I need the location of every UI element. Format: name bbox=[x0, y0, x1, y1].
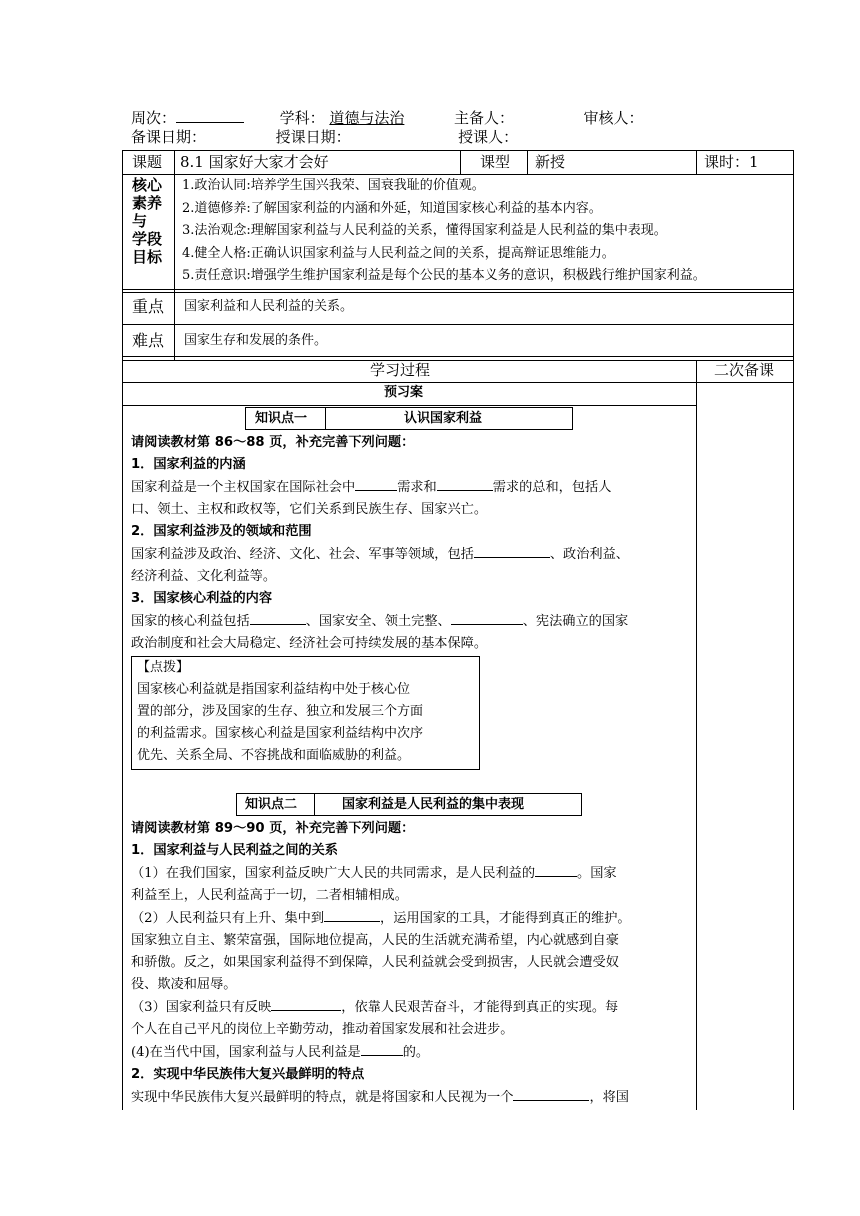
fill-blank[interactable] bbox=[324, 907, 380, 922]
process-title: 学习过程 bbox=[370, 361, 431, 379]
kp2-label: 知识点二 bbox=[245, 797, 298, 812]
week-blank[interactable] bbox=[176, 107, 244, 123]
difficulty-value: 国家生存和发展的条件。 bbox=[184, 333, 328, 348]
tip-content: 【点拨】 国家核心利益就是指国家利益结构中处于核心位 置的部分，涉及国家的生存、独立和发展三个方面 的利益需求。国家核心利益是国家利益结构中次序 优先、关系全局、不容挑战和面临威胁的利益。 bbox=[137, 657, 423, 767]
kp2-title: 国家利益是人民利益的集中表现 bbox=[342, 797, 525, 812]
fill-blank[interactable] bbox=[535, 862, 577, 877]
period-label: 课时：1 bbox=[704, 153, 759, 171]
key-point-label: 重点 bbox=[132, 297, 165, 316]
subject-label: 学科： bbox=[279, 109, 325, 127]
lead-preparer-label: 主备人： bbox=[453, 109, 514, 127]
fill-blank[interactable] bbox=[474, 543, 550, 558]
goals-list bbox=[182, 175, 706, 288]
topic-value: 8.1 国家好大家才会好 bbox=[180, 153, 329, 171]
header-line-1 bbox=[131, 107, 644, 127]
fill-blank[interactable] bbox=[361, 1041, 403, 1056]
fill-blank[interactable] bbox=[250, 610, 306, 625]
goal-item: 5.责任意识:增强学生维护国家利益是每个公民的基本义务的意识，积极践行维护国家利益。 bbox=[182, 268, 706, 283]
type-value: 新授 bbox=[535, 153, 566, 171]
key-point-value: 国家利益和人民利益的关系。 bbox=[184, 299, 354, 314]
fill-blank[interactable] bbox=[437, 476, 493, 491]
fill-blank[interactable] bbox=[451, 610, 523, 625]
topic-label: 课题 bbox=[132, 153, 163, 171]
kp1-title: 认识国家利益 bbox=[404, 411, 483, 426]
fill-blank[interactable] bbox=[513, 1086, 589, 1101]
subject-value: 道德与法治 bbox=[329, 109, 405, 127]
tip-title: 【点拨】 bbox=[137, 660, 190, 675]
week-label: 周次： bbox=[131, 109, 177, 127]
kp1-label: 知识点一 bbox=[255, 411, 308, 426]
header-line-2 bbox=[131, 128, 518, 146]
prep-date-label: 备课日期： bbox=[131, 128, 207, 146]
teach-date-label: 授课日期： bbox=[275, 128, 351, 146]
kp2-content: 请阅读教材第 89～90 页，补充完善下列问题： 1．国家利益与人民利益之间的关系 （1）在我们国家，国家利益反映广大人民的共同需求，是人民利益的 。国家 利益至上，人民利益高于一切，二者相辅相成。 （2）人民利益只有上升、集中到 ，运用国家的工具，才能得到真正的维护。 国家独立自主、繁荣富强，国际地位提高，人民的生活就充满希望，内心就感到自豪 和骄傲。反之，如果国家利益得不到保障，人民利益就会受到损害，人民就会遭受奴 役、欺凌和屈辱。 （3）国家利益只有反映 ，依靠人民艰苦奋斗，才能得到真正的实现。每 个人在自己平凡的岗位上辛勤劳动，推动着国家发展和社会进步。 (4)在当代中国，国家利益与人民利益是 的。 2．实现中华民族伟大复兴最鲜明的特点 实现中华民族伟大复兴最鲜明的特点，就是将国家和人民视为一个 ，将国 bbox=[131, 821, 631, 1105]
fill-blank[interactable] bbox=[271, 996, 341, 1011]
goal-item: 2.道德修养:了解国家利益的内涵和外延，知道国家核心利益的基本内容。 bbox=[182, 200, 602, 216]
goal-item: 3.法治观念:理解国家利益与人民利益的关系，懂得国家利益是人民利益的集中表现。 bbox=[182, 223, 667, 238]
goal-item: 1.政治认同:培养学生国兴我荣、国衰我耻的价值观。 bbox=[182, 178, 485, 193]
goals-label: 核心 素养 与 学段 目标 bbox=[132, 176, 163, 266]
goal-item: 4.健全人格:正确认识国家利益与人民利益之间的关系，提高辩证思维能力。 bbox=[182, 245, 615, 261]
difficulty-label: 难点 bbox=[132, 331, 165, 350]
reviewer-label: 审核人： bbox=[583, 109, 644, 127]
second-prep-label: 二次备课 bbox=[714, 361, 775, 379]
fill-blank[interactable] bbox=[355, 476, 397, 491]
type-label: 课型 bbox=[480, 153, 511, 171]
preview-title: 预习案 bbox=[384, 385, 424, 400]
teacher-label: 授课人： bbox=[458, 128, 519, 146]
kp1-content: 请阅读教材第 86～88 页，补充完善下列问题： 1．国家利益的内涵 国家利益是一个主权国家在国际社会中 需求和 需求的总和，包括人 口、领土、主权和政权等，它们关系到民族生存、国家兴亡。 2．国家利益涉及的领域和范围 国家利益涉及政治、经济、文化、社会、军事等领域，包括 、政治利益、 经济利益、文化利益等。 3．国家核心利益的内容 国家的核心利益包括 、国家安全、领土完整、 、宪法确立的国家 政治制度和社会大局稳定、经济社会可持续发展的基本保障。 bbox=[131, 435, 629, 651]
